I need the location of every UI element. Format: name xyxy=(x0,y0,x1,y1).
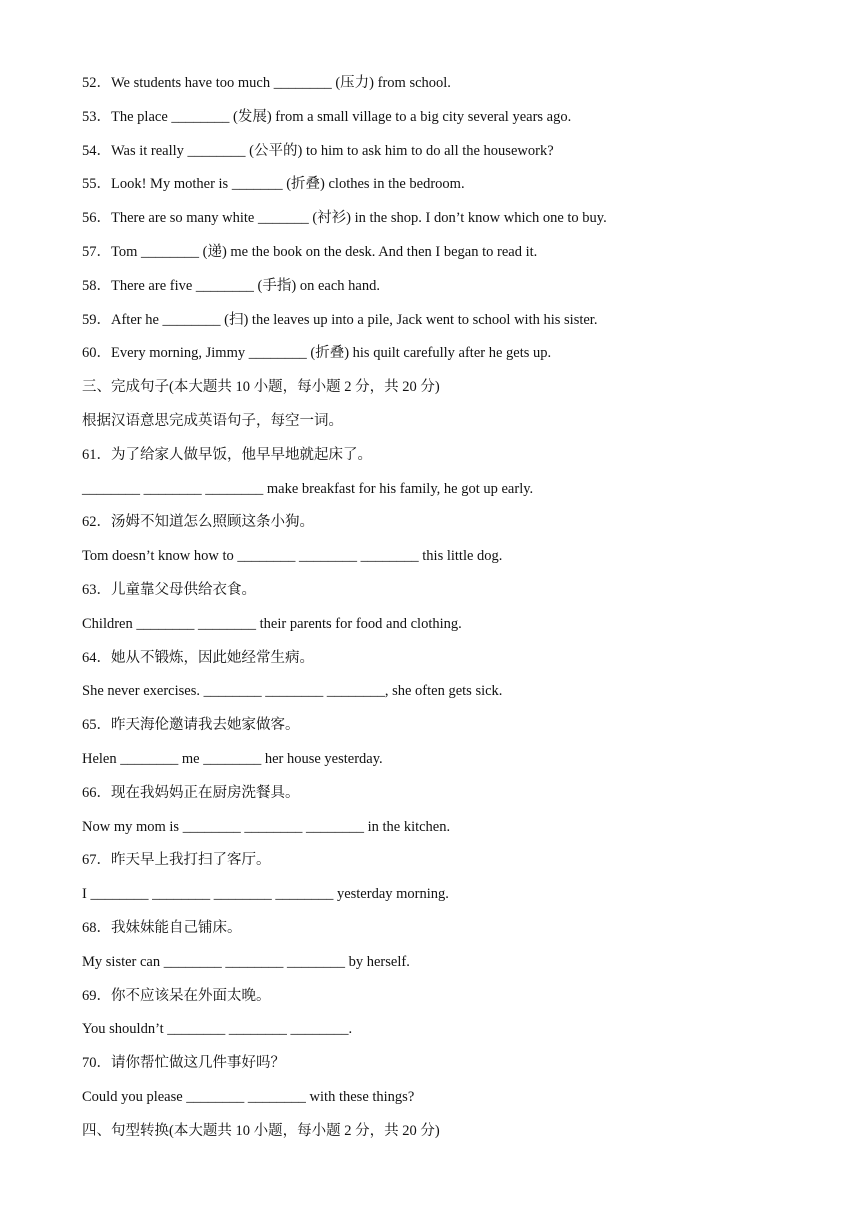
question-70-chinese: 70．请你帮忙做这几件事好吗？ xyxy=(82,1055,285,1072)
question-56: 56．There are so many white _______ (衬衫) in the shop. I don’t know which one to buy. xyxy=(82,210,607,227)
question-61-chinese: 61．为了给家人做早饭，他早早地就起床了。 xyxy=(82,446,372,463)
question-69-english: You shouldn’t ________ ________ ________. xyxy=(82,1021,353,1038)
question-69-chinese: 69．你不应该呆在外面太晚。 xyxy=(82,987,271,1004)
question-60: 60．Every morning, Jimmy ________ (折叠) his quilt carefully after he gets up. xyxy=(82,345,552,362)
question-65-english: Helen ________ me ________ her house yesterday. xyxy=(82,750,383,767)
question-55: 55．Look! My mother is _______ (折叠) clothes in the bedroom. xyxy=(82,176,465,193)
section-3-heading: 三、完成句子(本大题共 10 小题，每小题 2 分，共 20 分) xyxy=(82,379,440,396)
question-52: 52．We students have too much ________ (压力) from school. xyxy=(82,75,451,91)
question-65-chinese: 65．昨天海伦邀请我去她家做客。 xyxy=(82,717,300,734)
question-59: 59．After he ________ (扫) the leaves up into a pile, Jack went to school with his sister. xyxy=(82,311,598,328)
question-62-english: Tom doesn’t know how to ________ ________ ________ this little dog. xyxy=(82,548,503,565)
question-54: 54．Was it really ________ (公平的) to him to ask him to do all the housework? xyxy=(82,142,554,159)
question-64-english: She never exercises. ________ ________ ________, she often gets sick. xyxy=(82,683,503,700)
question-68-english: My sister can ________ ________ ________ by herself. xyxy=(82,953,410,970)
question-68-chinese: 68．我妹妹能自己铺床。 xyxy=(82,919,242,936)
question-53: 53．The place ________ (发展) from a small village to a big city several years ago. xyxy=(82,108,572,125)
question-61-english: ________ ________ ________ make breakfast for his family, he got up early. xyxy=(82,480,534,497)
question-66-chinese: 66．现在我妈妈正在厨房洗餐具。 xyxy=(82,784,300,801)
question-58: 58．There are five ________ (手指) on each hand. xyxy=(82,277,380,294)
question-63-chinese: 63．儿童靠父母供给衣食。 xyxy=(82,581,256,598)
worksheet-page xyxy=(82,72,802,1154)
question-64-chinese: 64．她从不锻炼，因此她经常生病。 xyxy=(82,649,314,666)
question-63-english: Children ________ ________ their parents for food and clothing. xyxy=(82,615,462,632)
section-4-heading: 四、句型转换(本大题共 10 小题，每小题 2 分，共 20 分) xyxy=(82,1122,440,1139)
question-67-english: I ________ ________ ________ ________ yesterday morning. xyxy=(82,886,449,903)
question-70-english: Could you please ________ ________ with these things? xyxy=(82,1088,415,1105)
section-3-instructions: 根据汉语意思完成英语句子，每空一词。 xyxy=(82,412,343,429)
question-66-english: Now my mom is ________ ________ ________ in the kitchen. xyxy=(82,818,451,835)
question-57: 57．Tom ________ (递) me the book on the desk. And then I began to read it. xyxy=(82,243,538,260)
question-67-chinese: 67．昨天早上我打扫了客厅。 xyxy=(82,852,271,869)
question-62-chinese: 62．汤姆不知道怎么照顾这条小狗。 xyxy=(82,514,314,531)
